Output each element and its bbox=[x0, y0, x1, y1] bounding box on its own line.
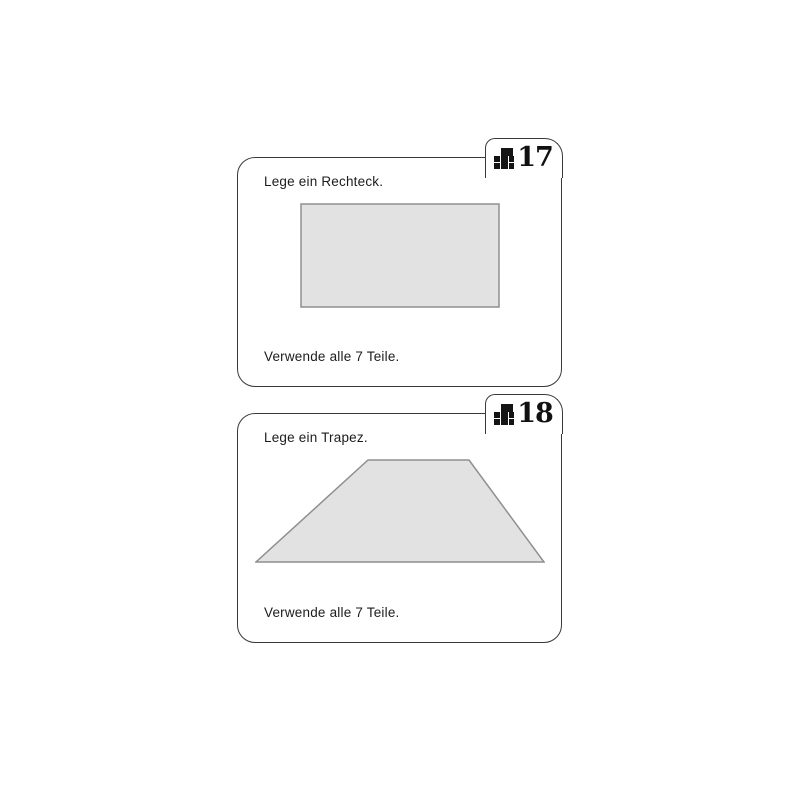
card-number-tab bbox=[485, 138, 563, 178]
task-card-17 bbox=[237, 142, 562, 387]
card-instruction-bottom: Verwende alle 7 Teile. bbox=[264, 349, 400, 364]
shape-illustration-rectangle bbox=[238, 203, 561, 353]
card-tab-content bbox=[486, 139, 562, 178]
rectangle-shape bbox=[300, 203, 500, 308]
card-instruction-top: Lege ein Trapez. bbox=[264, 430, 368, 445]
card-number: 17 bbox=[517, 142, 553, 173]
shape-illustration-trapezoid bbox=[238, 459, 561, 609]
trapezoid-shape bbox=[255, 459, 545, 564]
task-card-18 bbox=[237, 398, 562, 643]
card-tab-content bbox=[486, 395, 562, 434]
card-number: 18 bbox=[517, 398, 553, 429]
tangram-logo-icon bbox=[494, 404, 514, 425]
card-instruction-bottom: Verwende alle 7 Teile. bbox=[264, 605, 400, 620]
card-instruction-top: Lege ein Rechteck. bbox=[264, 174, 384, 189]
card-number-tab bbox=[485, 394, 563, 434]
tangram-logo-icon bbox=[494, 148, 514, 169]
